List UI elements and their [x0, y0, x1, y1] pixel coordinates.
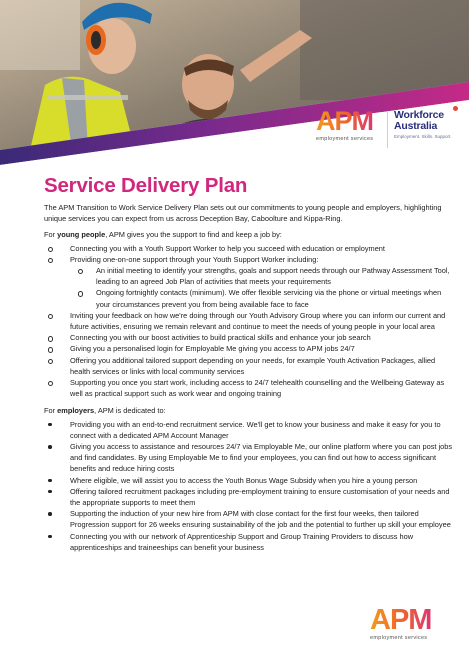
list-item — [44, 310, 456, 332]
footer-apm-wordmark: APM — [370, 606, 436, 634]
lead-text: , APM gives you the support to find and keep a job by: — [105, 230, 282, 240]
apm-logo-subtitle: employment services — [316, 136, 374, 142]
lead-text: For — [44, 406, 58, 416]
list-item-text: Connecting you with our boost activities to build practical skills and enhance your job search — [70, 333, 371, 343]
list-item — [44, 377, 456, 399]
list-item: Offering tailored recruitment packages including pre-employment training to ensure customisation of your needs and the appropriate supports to meet them — [44, 486, 456, 508]
sub-list — [70, 265, 456, 310]
list-item: Providing you with an end-to-end recruitment service. We'll get to know your business and make it easy for you to connect with a dedicated APM Account Manager — [44, 419, 456, 441]
young-people-list — [44, 243, 456, 400]
hero-banner — [0, 0, 469, 165]
apm-logo-wordmark: APM — [316, 108, 378, 135]
list-item: Giving you access to assistance and resources 24/7 via Employable Me, our online platform where you can post jobs and find candidates. By using Employable Me to find your employees, you can find out how to access significant benefits and reduce hiring costs — [44, 441, 456, 475]
list-item — [44, 332, 456, 343]
document-body — [44, 202, 456, 559]
list-item: Connecting you with our network of Apprenticeship Support and Group Training Providers to discuss how apprenticeships and traineeships can benefit your business — [44, 531, 456, 553]
list-item-text: Inviting your feedback on how we're doing through our Youth Advisory Group where you can inform our current and future activities, ensuring we remain relevant and continue to meet the needs of young people in your local area — [70, 310, 446, 332]
employers-list — [44, 419, 456, 553]
lead-emphasis: employers — [57, 406, 95, 416]
list-item: Supporting the induction of your new hire from APM with close contact for the first four weeks, then tailored Progression support for 26 weeks ensuring sustainability of the job and the potential to further up skill your employee — [44, 508, 456, 530]
list-item-text: Giving you a personalised login for Employable Me giving you access to APM jobs 24/7 — [70, 344, 355, 354]
logo-divider — [387, 112, 388, 148]
list-item-text: Offering you additional tailored support depending on your needs, for example Youth Activation Packages, allied health services or links with local community services — [70, 355, 436, 376]
wfa-dot-icon — [453, 106, 458, 111]
hero-photo — [0, 0, 469, 165]
apm-logo — [316, 108, 378, 142]
sub-list-item: An initial meeting to identify your strengths, goals and support needs through our Pathway Assessment Tool, leading to an agreed Job Plan of activities that meets your requirements — [70, 265, 456, 287]
lead-emphasis: young people — [57, 230, 106, 240]
employers-lead — [44, 405, 456, 416]
footer-apm-subtitle: employment services — [370, 635, 428, 641]
lead-text: For — [44, 230, 58, 240]
list-item-text: Supporting you once you start work, including access to 24/7 telehealth counselling and the Wellbeing Gateway as well as practical support such as work wear and ongoing training — [70, 378, 445, 399]
wfa-logo-line1: Workforce — [394, 109, 444, 121]
list-item — [44, 355, 456, 377]
page-title: Service Delivery Plan — [44, 174, 248, 197]
lead-text: , APM is dedicated to: — [94, 406, 166, 416]
wfa-logo-tagline: Employment. Skills. Support. — [394, 134, 452, 139]
list-item-text: Providing one-on-one support through your Youth Support Worker including: — [70, 254, 319, 264]
list-item — [44, 243, 456, 254]
list-item: Where eligible, we will assist you to access the Youth Bonus Wage Subsidy when you hire a young person — [44, 475, 456, 486]
list-item — [44, 343, 456, 354]
wfa-logo-line2: Australia — [394, 120, 438, 132]
list-item-text: Connecting you with a Youth Support Worker to help you succeed with education or employment — [70, 243, 385, 253]
intro-paragraph: The APM Transition to Work Service Delivery Plan sets out our commitments to young people and employers, highlighting unique services you can expect from us across Deception Bay, Caboolture and Kippa-Ring. — [44, 203, 442, 224]
workforce-australia-logo — [394, 110, 466, 139]
list-item — [44, 254, 456, 310]
young-people-lead — [44, 229, 456, 240]
sub-list-item: Ongoing fortnightly contacts (minimum). We offer flexible servicing via the phone or virtual meetings when your circumstances prevent you from being available face to face — [70, 287, 456, 309]
footer-apm-logo — [370, 606, 436, 641]
